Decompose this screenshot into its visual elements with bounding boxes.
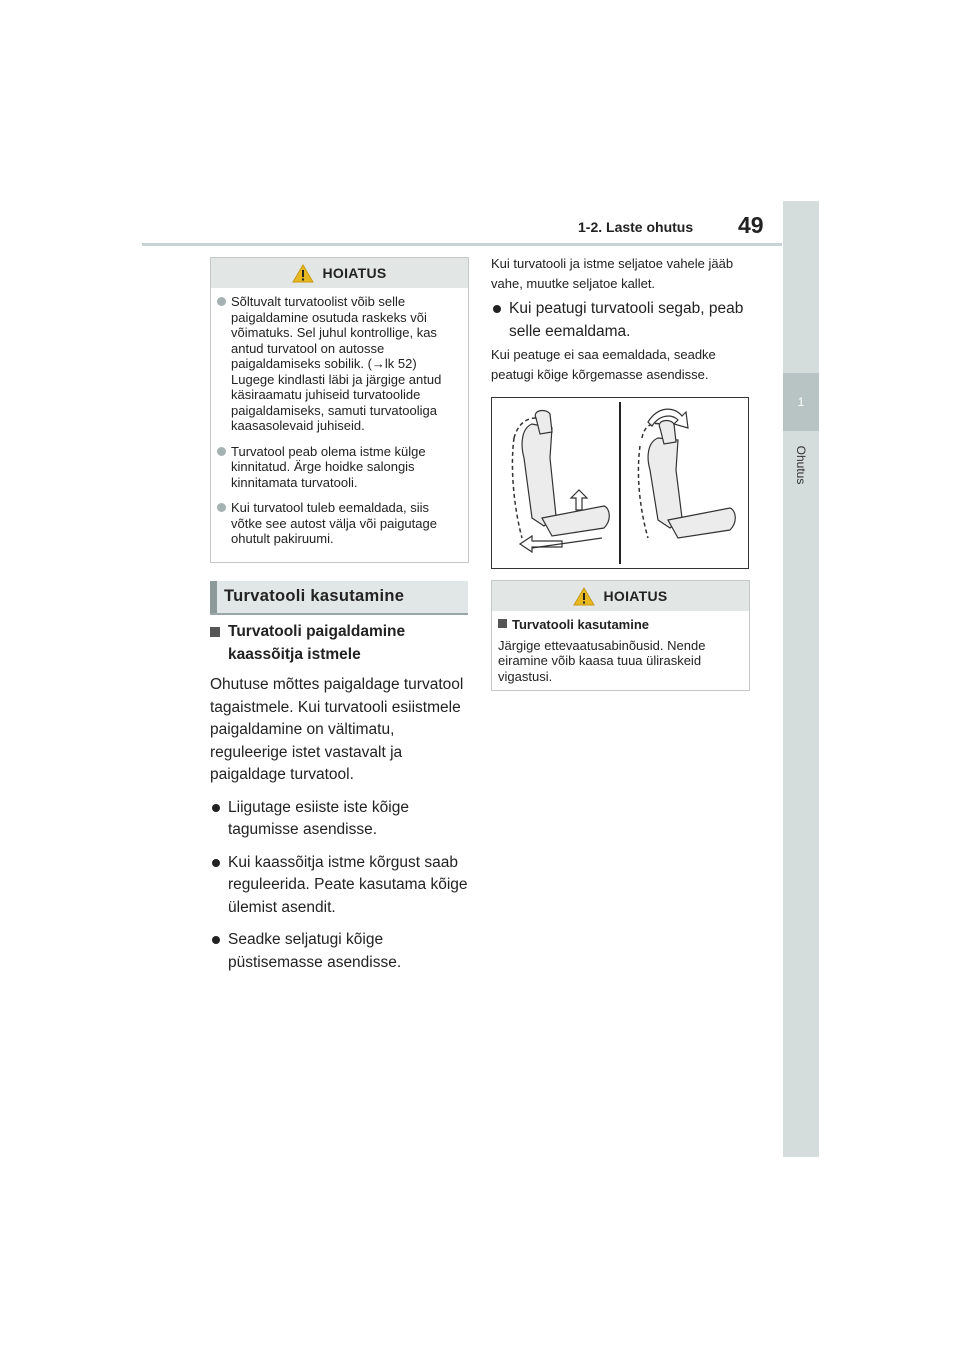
section-heading-text: Turvatooli kasutamine (224, 587, 405, 605)
section-title: 1-2. Laste ohutus (578, 219, 694, 235)
left-column-body (210, 620, 470, 974)
seat-illustration (491, 397, 749, 569)
warning-header (211, 258, 468, 288)
warning-title: HOIATUS (603, 588, 668, 604)
square-bullet-icon (210, 627, 220, 637)
note-headrest: Kui peatuge ei saa eemaldada, seadke peatugi kõige kõrgemasse asendisse. (491, 347, 716, 382)
list-item-headrest: Kui peatugi turvatooli segab, peab selle eemaldama. (491, 298, 759, 343)
square-bullet-icon (498, 619, 507, 628)
header-rule (142, 243, 782, 246)
warning-text: Järgige ettevaatusabinõusid. Nende eiramine võib kaasa tuua üliraskeid vigastusi. (498, 637, 706, 684)
list-item: Kui kaassõitja istme kõrgust saab reguleerida. Peate kasutama kõige ülemist asendit. (210, 852, 470, 920)
note-backrest: Kui turvatooli ja istme seljatoe vahele jääb vahe, muutke seljatoe kallet. (491, 256, 734, 291)
seat-adjustment-icon (492, 398, 748, 568)
intro-text: Ohutuse mõttes paigaldage turvatool tagaistmele. Kui turvatooli esiistmele paigaldamine on vältimatu, reguleerige istet vastavalt ja paigaldage turvatool. (210, 676, 464, 783)
section-heading (210, 581, 468, 615)
warning-box-2 (491, 580, 750, 691)
list-item: Seadke seljatugi kõige püstisemasse asendisse. (210, 929, 470, 974)
chapter-label-tab[interactable] (783, 430, 819, 500)
warning-item: Kui turvatool tuleb eemaldada, siis võtke see autost välja või paigutage ohutult pakiruumi. (217, 500, 460, 547)
warning-title: HOIATUS (322, 265, 387, 281)
chapter-label: Ohutus (794, 445, 808, 485)
side-tab (783, 201, 819, 1157)
warning-triangle-icon (292, 264, 314, 283)
warning-header (492, 581, 749, 611)
page-number: 49 (738, 212, 764, 238)
warning-item: Turvatool peab olema istme külge kinnitatud. Ärge hoidke salongis kinnitamata turvatooli. (217, 444, 460, 491)
bullet-dot-icon (217, 503, 226, 512)
warning-subtitle: Turvatooli kasutamine (498, 617, 741, 633)
warning-box-1 (210, 257, 469, 563)
chapter-number-tab[interactable] (783, 373, 819, 431)
warning-triangle-icon (573, 587, 595, 606)
subheading: Turvatooli paigaldamine kaassõitja istmele (210, 620, 470, 666)
list-item: Liigutage esiiste iste kõige tagumisse asendisse. (210, 797, 470, 842)
bullet-dot-icon (217, 297, 226, 306)
heading-accent (210, 581, 217, 613)
warning-item: Sõltuvalt turvatoolist võib selle paigaldamine osutuda raskeks või võimatuks. Sel juhul kontrollige, kas antud turvatool on autosse paigaldamiseks sobilik. (→lk 52) Lugege kindlasti läbi ja järgige antud käsiraamatu juhiseid turvatoolide paigaldamiseks, samuti turvatooliga kaasasolevaid juhiseid. (217, 294, 460, 434)
bullet-dot-icon (217, 447, 226, 456)
chapter-number: 1 (797, 395, 805, 409)
